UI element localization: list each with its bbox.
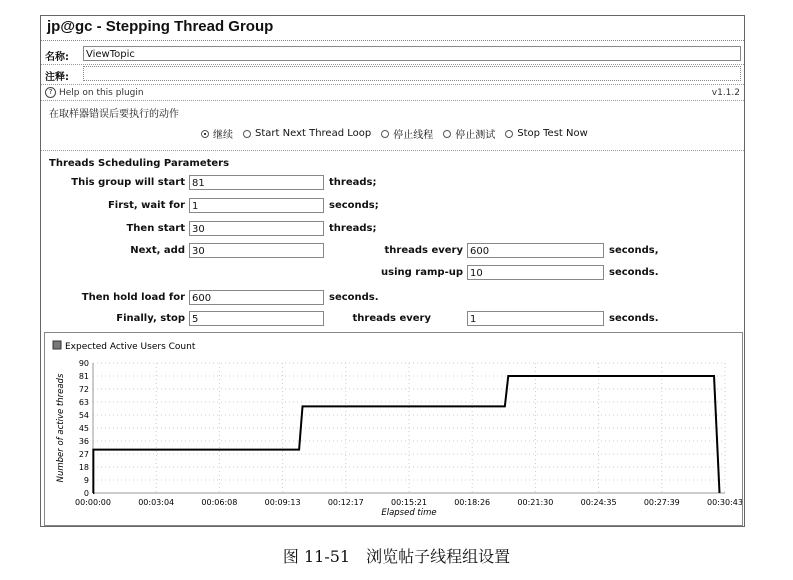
version-label: v1.1.2 [711,88,740,98]
group-start-field[interactable]: 81 [189,175,324,190]
help-link-row[interactable] [45,87,144,98]
name-label: 名称: [45,52,69,63]
y-tick-label: 18 [78,463,89,472]
next-add-label: Next, add [130,245,185,256]
y-tick-label: 81 [78,372,89,381]
help-icon: ? [45,87,56,98]
comment-label: 注释: [45,72,69,83]
y-axis-label: Number of active threads [56,373,66,483]
hold-load-field[interactable]: 600 [189,290,324,305]
error-action-divider [41,150,744,151]
seconds-unit: seconds. [329,292,379,303]
chart-svg [45,333,742,525]
x-tick-label: 00:21:30 [517,498,554,507]
x-tick-label: 00:27:39 [643,498,680,507]
y-tick-label: 9 [83,476,89,485]
seconds-unit: seconds. [609,313,659,324]
x-tick-label: 00:30:43 [707,498,742,507]
x-tick-label: 00:06:08 [201,498,238,507]
y-tick-label: 90 [78,359,89,368]
expected-users-chart [44,332,743,526]
stepping-thread-group-panel [40,15,745,527]
seconds-unit: seconds, [609,245,659,256]
chart-title: Expected Active Users Count [65,342,196,352]
y-tick-label: 72 [78,385,89,394]
threads-every-field[interactable]: 600 [467,243,604,258]
then-start-field[interactable]: 30 [189,221,324,236]
finally-stop-label: Finally, stop [116,313,185,324]
threads-every-label: threads every [384,245,463,256]
x-tick-label: 00:09:13 [264,498,301,507]
ramp-up-field[interactable]: 10 [467,265,604,280]
radio-icon [443,130,451,138]
next-add-field[interactable]: 30 [189,243,324,258]
seconds-unit: seconds. [609,267,659,278]
help-divider [41,100,744,101]
y-tick-label: 27 [78,450,89,459]
threads-every-label: threads every [352,313,431,324]
x-tick-label: 00:03:04 [138,498,175,507]
comment-field[interactable] [83,66,741,81]
comment-divider [41,84,744,85]
radio-stop-thread[interactable]: 停止线程 [381,126,433,141]
error-action-options [201,126,588,141]
error-action-label: 在取样器错误后要执行的动作 [49,109,179,120]
then-start-label: Then start [126,223,185,234]
title-divider [41,40,744,41]
threads-unit: threads; [329,223,377,234]
y-tick-label: 63 [78,398,89,407]
name-divider [41,64,744,65]
scheduling-title: Threads Scheduling Parameters [49,158,230,169]
x-tick-label: 00:00:00 [75,498,111,507]
seconds-unit: seconds; [329,200,379,211]
first-wait-label: First, wait for [107,200,185,211]
figure-caption: 图 11-51 浏览帖子线程组设置 [282,547,511,566]
radio-icon [505,130,513,138]
threads-unit: threads; [329,177,377,188]
x-tick-label: 00:12:17 [327,498,364,507]
y-tick-label: 0 [83,489,89,498]
y-tick-label: 45 [78,424,89,433]
radio-icon [381,130,389,138]
first-wait-field[interactable]: 1 [189,198,324,213]
y-tick-label: 36 [78,437,89,446]
radio-start-next-loop[interactable]: Start Next Thread Loop [243,128,371,139]
x-axis-label: Elapsed time [381,508,437,518]
radio-stop-test[interactable]: 停止测试 [443,126,495,141]
radio-selected-icon [201,130,209,138]
series-line [93,376,720,493]
radio-icon [243,130,251,138]
radio-continue[interactable]: 继续 [201,126,233,141]
group-start-label: This group will start [71,177,185,188]
x-tick-label: 00:24:35 [580,498,617,507]
threads-every-field[interactable]: 1 [467,311,604,326]
radio-stop-test-now[interactable]: Stop Test Now [505,128,588,139]
x-tick-label: 00:18:26 [454,498,491,507]
legend-swatch [53,341,61,349]
help-link[interactable]: Help on this plugin [59,87,144,98]
ramp-up-label: using ramp-up [381,267,463,278]
finally-stop-field[interactable]: 5 [189,311,324,326]
name-field[interactable]: ViewTopic [83,46,741,61]
y-tick-label: 54 [78,411,89,420]
x-tick-label: 00:15:21 [391,498,427,507]
window-title: jp@gc - Stepping Thread Group [47,18,274,35]
hold-load-label: Then hold load for [81,292,185,303]
